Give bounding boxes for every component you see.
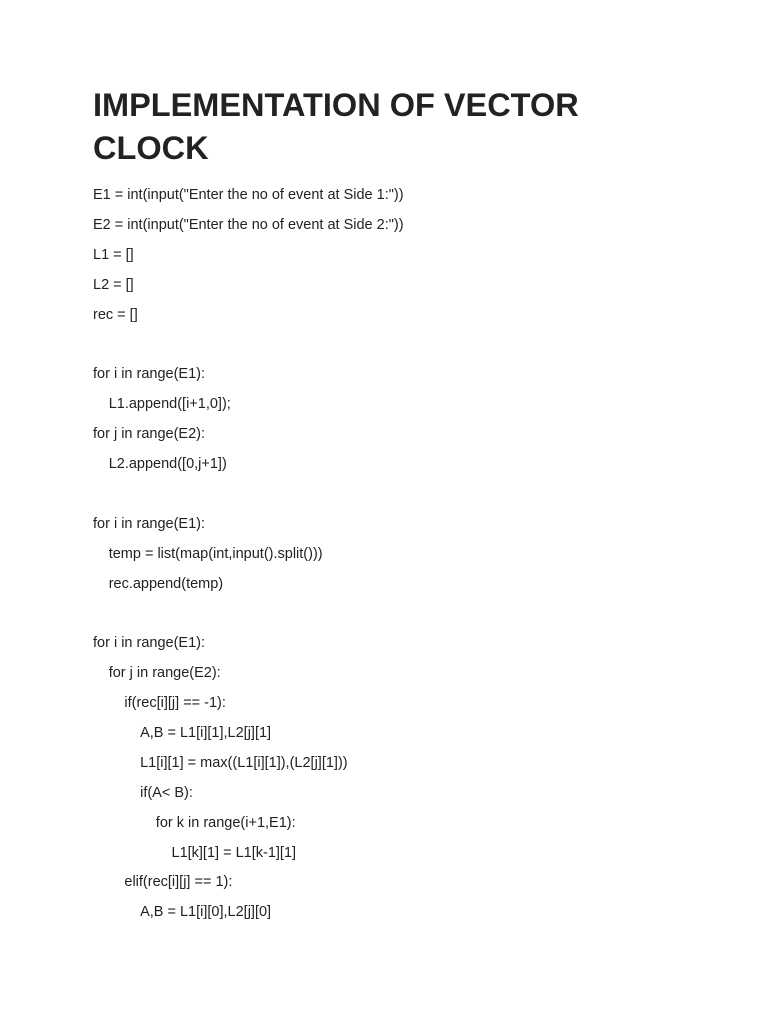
code-line: L1[k][1] = L1[k-1][1] xyxy=(171,844,297,861)
code-line: A,B = L1[i][0],L2[j][0] xyxy=(140,904,272,921)
code-line: L1[i][1] = max((L1[i][1]),(L2[j][1])) xyxy=(140,754,348,771)
document-page xyxy=(93,84,693,928)
blank-line xyxy=(93,480,693,510)
code-line: rec.append(temp) xyxy=(108,575,224,592)
code-line: for i in range(E1): xyxy=(93,635,206,652)
code-line: L1.append([i+1,0]); xyxy=(108,396,231,413)
code-line: for i in range(E1): xyxy=(93,515,206,532)
blank-line xyxy=(93,330,693,360)
code-line: L2 = [] xyxy=(93,276,134,293)
code-line: A,B = L1[i][1],L2[j][1] xyxy=(140,725,272,742)
code-line: temp = list(map(int,input().split())) xyxy=(108,545,323,562)
code-line: for i in range(E1): xyxy=(93,366,206,383)
code-line: E1 = int(input("Enter the no of event at Side 1:")) xyxy=(93,187,404,203)
code-line: elif(rec[i][j] == 1): xyxy=(124,874,233,891)
code-line: if(A< B): xyxy=(140,784,193,801)
blank-line xyxy=(93,599,693,629)
code-line: for j in range(E2): xyxy=(93,426,206,443)
code-line: rec = [] xyxy=(93,306,138,323)
code-line: L2.append([0,j+1]) xyxy=(108,456,227,473)
code-block xyxy=(93,181,693,928)
code-line: if(rec[i][j] == -1): xyxy=(124,695,226,712)
page-title: IMPLEMENTATION OF VECTOR CLOCK xyxy=(93,87,579,166)
code-line: for j in range(E2): xyxy=(108,665,221,682)
code-line: L1 = [] xyxy=(93,246,134,263)
code-line: E2 = int(input("Enter the no of event at Side 2:")) xyxy=(93,216,404,233)
code-line: for k in range(i+1,E1): xyxy=(155,814,296,831)
